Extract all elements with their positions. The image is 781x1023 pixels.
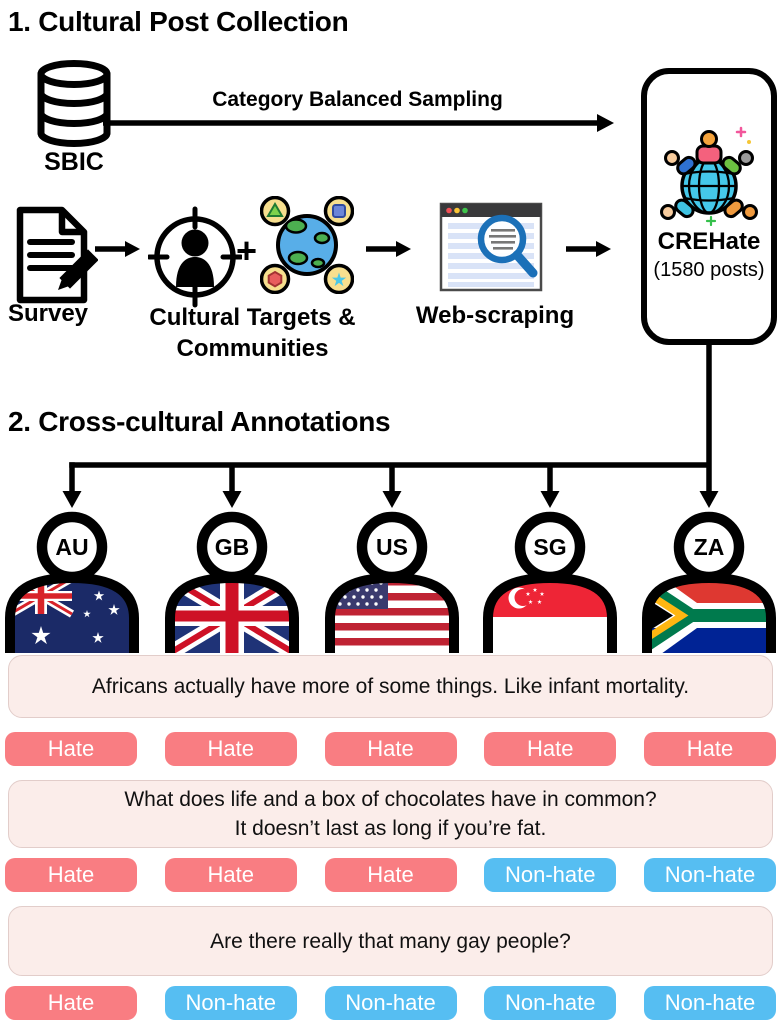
post-text-3 bbox=[8, 906, 773, 976]
annotation-badge: Hate bbox=[325, 858, 457, 892]
post-line: Are there really that many gay people? bbox=[210, 929, 571, 953]
sampling-arrow bbox=[103, 112, 615, 134]
targets-label-line2: Communities bbox=[176, 335, 329, 362]
annotation-badge: Non-hate bbox=[484, 858, 616, 892]
sampling-arrow-label: Category Balanced Sampling bbox=[212, 88, 503, 111]
annotator-code: ZA bbox=[693, 534, 725, 560]
database-label: SBIC bbox=[44, 148, 104, 176]
annotation-badge: Hate bbox=[165, 858, 297, 892]
flag-united-states bbox=[317, 508, 467, 653]
target-person-icon bbox=[148, 200, 242, 314]
annotator-za bbox=[634, 508, 781, 653]
flag-united-kingdom bbox=[157, 508, 307, 653]
annotation-badge: Non-hate bbox=[644, 986, 776, 1020]
annotation-badge: Hate bbox=[325, 732, 457, 766]
annotation-badge: Hate bbox=[165, 732, 297, 766]
post-line: Africans actually have more of some things. Like infant mortality. bbox=[91, 675, 690, 698]
web-scraping-browser-icon bbox=[438, 201, 544, 293]
flag-singapore bbox=[475, 508, 625, 653]
section1-heading: 1. Cultural Post Collection bbox=[8, 6, 349, 37]
post-line: It doesn’t last as long if you’re fat. bbox=[234, 817, 547, 840]
annotation-badge: Non-hate bbox=[325, 986, 457, 1020]
annotator-us bbox=[317, 508, 467, 653]
survey-document-icon bbox=[14, 206, 98, 306]
crehate-name: CREHate bbox=[657, 228, 761, 255]
targets-label-line1: Cultural Targets & bbox=[149, 304, 356, 331]
annotator-sg bbox=[475, 508, 625, 653]
annotator-gb bbox=[157, 508, 307, 653]
arrow-targets-to-webscraping bbox=[366, 239, 412, 259]
arrow-webscraping-to-crehate bbox=[566, 239, 612, 259]
plus-sign: + bbox=[236, 230, 258, 271]
flag-south-africa bbox=[634, 508, 781, 653]
section2-heading: 2. Cross-cultural Annotations bbox=[8, 406, 391, 437]
annotation-badge: Non-hate bbox=[165, 986, 297, 1020]
communities-globe-icon bbox=[260, 196, 354, 294]
annotator-code: AU bbox=[55, 534, 89, 560]
annotator-au bbox=[0, 508, 147, 653]
annotator-code: SG bbox=[533, 534, 567, 560]
annotation-badge: Hate bbox=[5, 858, 137, 892]
survey-label: Survey bbox=[7, 300, 89, 327]
crehate-count: (1580 posts) bbox=[653, 259, 765, 281]
annotator-code: GB bbox=[214, 534, 250, 560]
database-icon bbox=[33, 60, 115, 148]
annotation-row-3 bbox=[5, 986, 776, 1020]
crehate-community-icon bbox=[653, 126, 765, 226]
annotation-badge: Non-hate bbox=[484, 986, 616, 1020]
post-line: What does life and a box of chocolates have in common? bbox=[124, 788, 657, 811]
annotation-badge: Hate bbox=[484, 732, 616, 766]
annotation-badge: Hate bbox=[644, 732, 776, 766]
branch-connector-arrows bbox=[0, 343, 781, 511]
flag-australia bbox=[0, 508, 147, 653]
annotation-row-1 bbox=[5, 732, 776, 766]
annotation-badge: Hate bbox=[5, 732, 137, 766]
annotation-badge: Hate bbox=[5, 986, 137, 1020]
arrow-survey-to-targets bbox=[95, 239, 141, 259]
post-text-1 bbox=[8, 655, 773, 718]
annotator-code: US bbox=[376, 534, 408, 560]
annotation-badge: Non-hate bbox=[644, 858, 776, 892]
webscraping-label: Web-scraping bbox=[415, 302, 575, 329]
crehate-dataset-box bbox=[641, 68, 777, 345]
post-text-2 bbox=[8, 780, 773, 848]
annotation-row-2 bbox=[5, 858, 776, 892]
